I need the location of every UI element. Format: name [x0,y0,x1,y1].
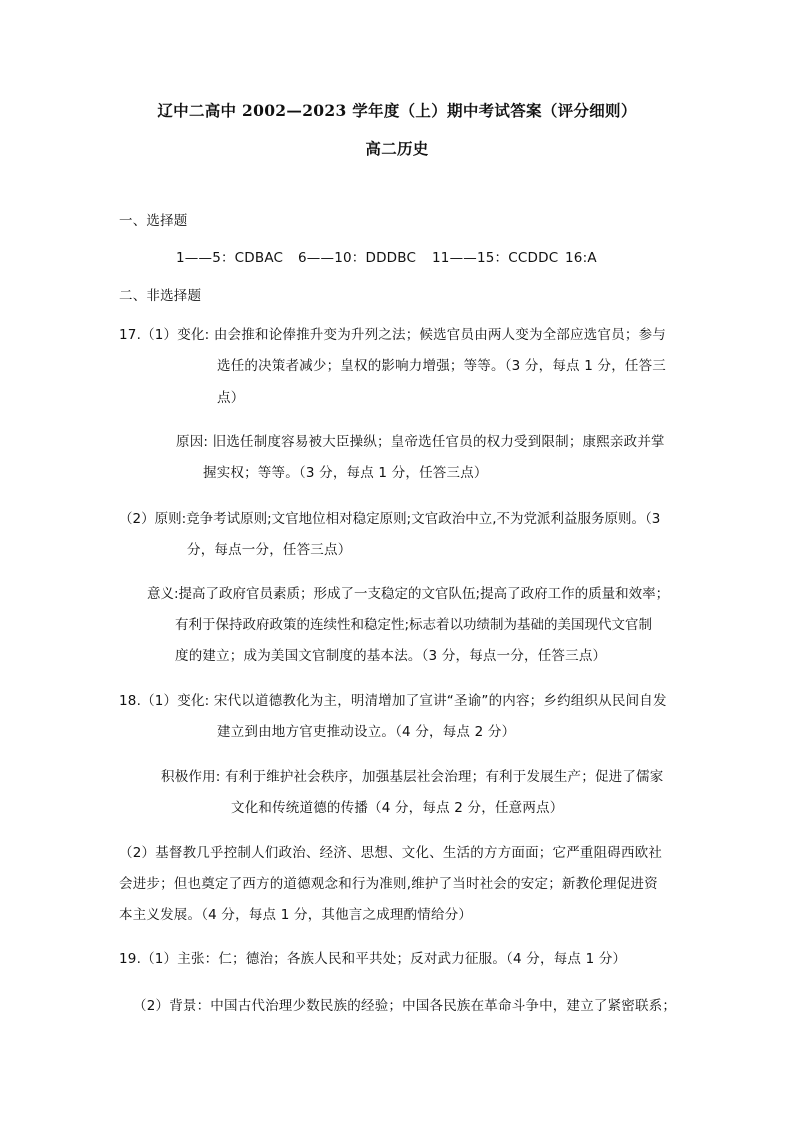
q18-christianity-line-3: 本主义发展。（4 分，每点 1 分，其他言之成理酌情给分） [119,907,473,923]
document-title: 辽中二高中 2002—2023 学年度（上）期中考试答案（评分细则） [157,101,637,120]
q17-reason-line-1: 原因: 旧选任制度容易被大臣操纵；皇帝选任官员的权力受到限制；康熙亲政并掌 [176,434,665,450]
answer-group-1: 1——5：CDBAC [176,250,284,266]
q17-principle-line-2: 分，每点一分，任答三点） [187,542,352,558]
section-heading-choice: 一、选择题 [119,213,188,229]
q18-christianity-line-2: 会进步；但也奠定了西方的道德观念和行为准则,维护了当时社会的安定；新教伦理促进资 [119,876,658,892]
q18-change-line-2: 建立到由地方官吏推动设立。（4 分，每点 2 分） [217,724,516,740]
q18-effect-line-2: 文化和传统道德的传播（4 分，每点 2 分，任意两点） [231,800,564,816]
answer-group-3: 11——15：CCDDC [432,250,559,266]
q17-meaning-line-2: 有利于保持政府政策的连续性和稳定性;标志着以功绩制为基础的美国现代文官制 [175,617,653,633]
q17-principle-line-1: （2）原则:竞争考试原则;文官地位相对稳定原则;文官政治中立,不为党派利益服务原则。（3 [119,511,661,527]
document-subtitle: 高二历史 [365,139,429,158]
q17-change-line-1: 17.（1）变化: 由会推和论俸推升变为升列之法；候选官员由两人变为全部应选官员；参与 [119,327,666,343]
q19-background-line: （2）背景：中国古代治理少数民族的经验；中国各民族在革命斗争中，建立了紧密联系； [133,998,677,1014]
q17-change-line-3: 点） [217,390,245,406]
choice-answers [176,249,597,267]
q17-meaning-line-3: 度的建立；成为美国文官制度的基本法。（3 分，每点一分，任答三点） [175,648,607,664]
q17-meaning-line-1: 意义:提高了政府官员素质；形成了一支稳定的文官队伍;提高了政府工作的质量和效率； [147,586,670,602]
q18-effect-line-1: 积极作用: 有利于维护社会秩序，加强基层社会治理；有利于发展生产；促进了儒家 [161,769,664,785]
section-heading-nonchoice: 二、非选择题 [119,288,202,304]
q17-reason-line-2: 握实权；等等。（3 分，每点 1 分，任答三点） [203,465,488,481]
q18-change-line-1: 18.（1）变化: 宋代以道德教化为主，明清增加了宣讲“圣谕”的内容；乡约组织从民间自发 [119,693,667,709]
answer-group-4: 16:A [565,250,597,266]
q18-christianity-line-1: （2）基督教几乎控制人们政治、经济、思想、文化、生活的方方面面；它严重阻碍西欧社 [119,845,663,861]
q17-change-line-2: 选任的决策者减少；皇权的影响力增强；等等。（3 分，每点 1 分，任答三 [217,358,667,374]
answer-group-2: 6——10：DDDBC [298,250,417,266]
q19-proposal-line: 19.（1）主张：仁；德治；各族人民和平共处；反对武力征服。（4 分，每点 1 分） [119,951,627,967]
